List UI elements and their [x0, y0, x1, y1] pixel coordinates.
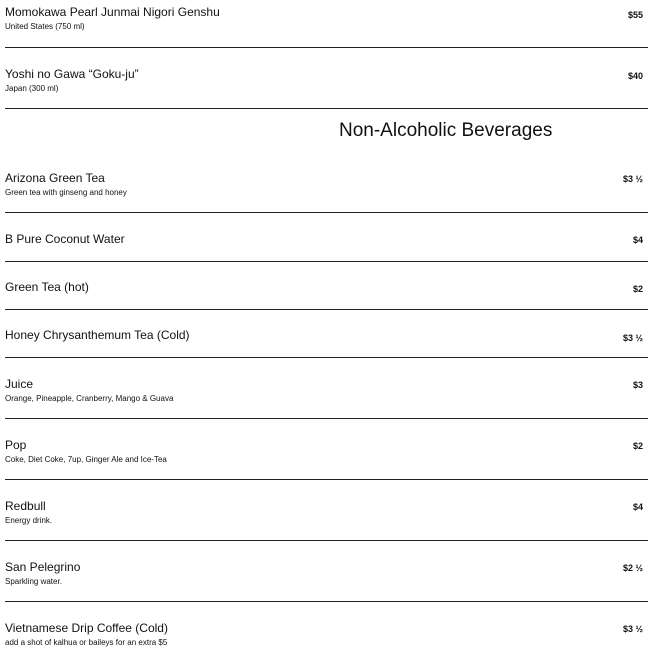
item-description: Orange, Pineapple, Cranberry, Mango & Guava — [5, 394, 174, 403]
item-name: San Pelegrino — [5, 560, 81, 574]
divider — [5, 261, 648, 262]
item-description: Coke, Diet Coke, 7up, Ginger Ale and Ice-Tea — [5, 455, 167, 464]
divider — [5, 108, 648, 109]
item-price: $2 ½ — [622, 563, 643, 573]
divider — [5, 309, 648, 310]
item-name: Honey Chrysanthemum Tea (Cold) — [5, 328, 190, 342]
item-description: Green tea with ginseng and honey — [5, 188, 127, 197]
item-price: $3 ½ — [622, 174, 643, 184]
item-name: Redbull — [5, 499, 46, 513]
item-name: Vietnamese Drip Coffee (Cold) — [5, 621, 168, 635]
item-price: $40 — [627, 71, 643, 81]
section-title: Non-Alcoholic Beverages — [339, 120, 553, 141]
divider — [5, 212, 648, 213]
item-name: B Pure Coconut Water — [5, 232, 125, 246]
item-name: Juice — [5, 377, 34, 391]
item-name: Green Tea (hot) — [5, 280, 89, 294]
item-name: Momokawa Pearl Junmai Nigori Genshu — [5, 5, 220, 19]
item-description: United States (750 ml) — [5, 22, 85, 31]
item-price: $3 ½ — [622, 333, 643, 343]
item-price: $4 — [632, 235, 643, 245]
divider — [5, 357, 648, 358]
divider — [5, 47, 648, 48]
divider — [5, 479, 648, 480]
item-price: $55 — [627, 10, 643, 20]
divider — [5, 418, 648, 419]
item-description: Japan (300 ml) — [5, 84, 59, 93]
item-description: Sparkling water. — [5, 577, 62, 586]
item-price: $2 — [632, 441, 643, 451]
item-price: $2 — [632, 284, 643, 294]
item-name: Arizona Green Tea — [5, 171, 105, 185]
item-name: Pop — [5, 438, 27, 452]
divider — [5, 540, 648, 541]
divider — [5, 601, 648, 602]
item-description: add a shot of kalhua or baileys for an extra $5 — [5, 638, 168, 647]
item-name: Yoshi no Gawa “Goku-ju” — [5, 67, 139, 81]
item-price: $3 — [632, 380, 643, 390]
item-price: $4 — [632, 502, 643, 512]
item-price: $3 ½ — [622, 624, 643, 634]
item-description: Energy drink. — [5, 516, 53, 525]
